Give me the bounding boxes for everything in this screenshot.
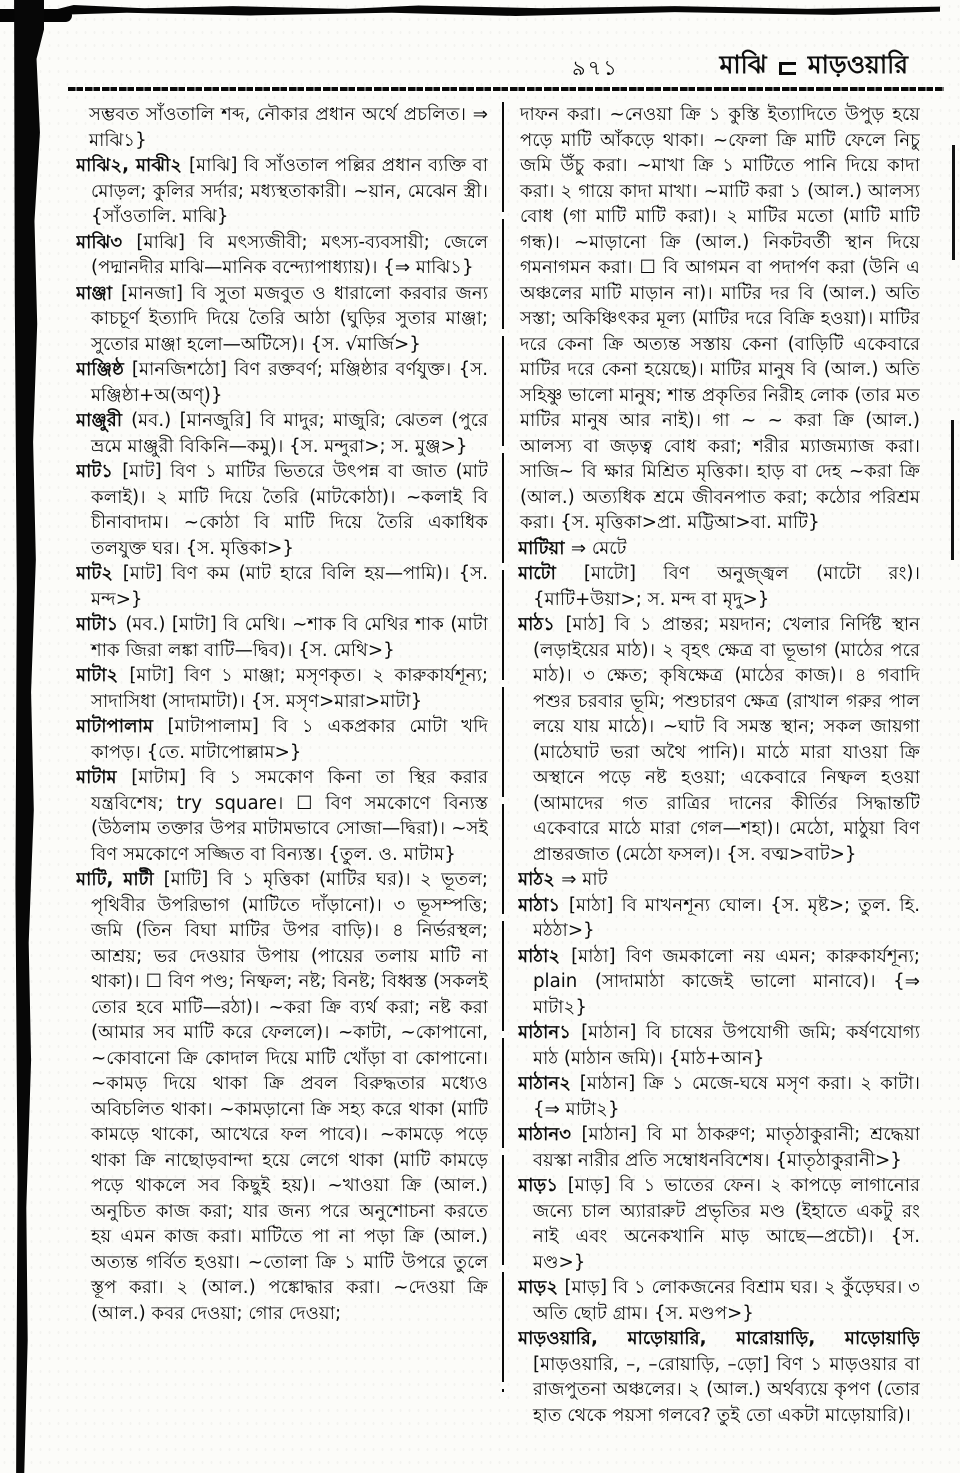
header-rule [68,87,944,91]
dictionary-entry [518,893,920,944]
entry-body-text: ⇒ মেটে [570,537,627,559]
entry-body-text: সম্ভবত সাঁওতালি শব্দ, নৌকার প্রধান অর্থে প্রচলিত। ⇒ মাঝি১} [89,104,488,151]
dictionary-entry [76,408,488,459]
entry-headword: মাড়ওয়ারি, মাড়োয়ারি, মারোয়াড়ি, মাড়োয়াড়ি [518,1328,920,1349]
dictionary-entry [518,102,920,536]
entry-headword: মাঠান৩ [518,1124,582,1145]
entry-headword: মাঠা১ [518,894,569,916]
entry-body-text: [মাড়ওয়ারি, –, –রোয়াড়ি, –ড়ো] বিণ ১ মাড়ওয়ার বা রাজপুতনা অঞ্চলের। ২ (আল.) অর্থব্যয়ে কৃপণ (তোর হাত থেকে পয়সা গলবে? তুই তো একটা মাড়োয়ারি)। [533,1353,920,1426]
entry-body-text: (মব.) [মাটা] বি মেথি। ~শাক বি মেথির শাক (মাটা শাক জিরা লঙ্কা বাটি—দ্বিব)। {স. মেথি>} [91,614,488,661]
entry-headword: মাঠান১ [518,1022,582,1043]
entry-headword: মাটা১ [76,614,126,635]
entry-body-text: [মাড়] বি ১ ভাতের ফেন। ২ কাপড়ে লাগানোর জন্যে চাল অ্যারারুট প্রভৃতির মণ্ড (ইহাতে একটু রং নাই এবং অনেকখানি মাড় আছে—প্রচৌ)। {স. মণ্ড>} [533,1175,920,1273]
entry-body-text: ⇒ মাট [561,869,608,890]
scan-artifact-left-band [10,0,44,1473]
entry-headword: মাটো [518,563,584,584]
dictionary-entry [518,536,920,562]
entry-body-text: [মাঠা] বি মাখনশূন্য ঘোল। {স. মৃষ্ট>; তুল. হি. মঠঠা>} [533,894,920,941]
entry-headword: মাঠা২ [518,945,572,967]
scan-artifact-top-bar [56,5,940,16]
entry-headword: মাড়১ [518,1175,568,1196]
entry-body-text: [মাঠান] বি মা ঠাকরুণ; মাতৃঠাকুরানী; শ্রদ্ধেয়া বয়স্কা নারীর প্রতি সম্বোধনবিশেষ। {মাতৃঠাকুরানী>} [533,1124,920,1171]
scan-artifact-right-mark [951,420,954,560]
dictionary-entry [518,1122,920,1173]
dictionary-entry [76,561,488,612]
entry-body-text: [মাটো] বিণ অনুজ্জ্বল (মাটো রং)। {মাটি+উয়া>; স. মন্দ বা মৃদু>} [533,563,920,610]
column-gap [488,102,518,1454]
dictionary-entry [76,459,488,561]
dictionary-entry [518,1275,920,1326]
entry-headword: মাটাম [76,767,132,788]
dictionary-entry [76,230,488,281]
entry-body-text: [মাঠা] বিণ জমকালো নয় এমন; কারুকার্যশূন্য; plain (সাদামাঠা কাজেই ভালো মানাবে)। {⇒ মাটা২} [533,945,920,1018]
entry-headword: মাঞ্জা [76,282,121,304]
entry-headword: মাঝি৩ [76,231,137,253]
dictionary-entry [76,714,488,765]
entry-body-text: (মব.) [মানজুরি] বি মাদুর; মাজুরি; ঝেতল (পুরে ভ্রমে মাঞ্জুরী বিকিনি—কমু)। {স. মন্দুরা>; স. মুঞ্জ>} [91,410,488,457]
entry-body-text: [মানজা] বি সুতা মজবুত ও ধারালো করবার জন্য কাচচূর্ণ ইত্যাদি দিয়ে তৈরি আঠা (ঘুড়ির সুতার মাঞ্জা; সুতোর মাঞ্জা হলো—অটিসে)। {স. √মার্জি>} [91,282,488,355]
entry-body-text: [মানজিশঠো] বিণ রক্তবর্ণ; মঞ্জিষ্ঠার বর্ণযুক্ত। {স. মঞ্জিষ্ঠা+অ(অণ্)} [91,359,488,406]
dictionary-entry [76,281,488,358]
entry-body-text: [মাঝি] বি মৎস্যজীবী; মৎস্য-ব্যবসায়ী; জেলে (পদ্মানদীর মাঝি—মানিক বন্দ্যোপাধ্যায়)। {⇒ মাঝি১} [91,231,488,278]
dictionary-entry [76,357,488,408]
running-head-last-word: মাড়ওয়ারি [807,50,908,79]
column-right [518,102,920,1454]
entry-headword: মাঠান২ [518,1073,580,1094]
entry-body-text: [মাঠান] ক্রি ১ মেজে-ঘষে মসৃণ করা। ২ কাটা। {⇒ মাটা২} [533,1073,920,1120]
column-divider [502,102,504,1392]
entry-headword: মাটি, মাটী [76,869,164,890]
range-separator-square-icon [779,62,796,75]
dictionary-entry [518,1071,920,1122]
scan-artifact-right-mark [952,145,955,260]
page-body [76,102,920,1454]
entry-body-text: [মাটা] বিণ ১ মাঞ্জা; মসৃণকৃত। ২ কারুকার্যশূন্য; সাদাসিধা (সাদামাটা)। {স. মসৃণ>মারা>মাটা} [91,665,488,712]
entry-body-text: [মাট] বিণ ১ মাটির ভিতরে উৎপন্ন বা জাত (মাট কলাই)। ২ মাটি দিয়ে তৈরি (মাটকোঠা)। ~কলাই বি চীনাবাদাম। ~কোঠা বি মাটি দিয়ে তৈরি একাধিক তলযুক্ত ঘর। {স. মৃত্তিকা>} [91,461,488,559]
entry-body-text: [মাট] বিণ কম (মাট হারে বিলি হয়—পামি)। {স. মন্দ>} [91,563,488,610]
entry-headword: মাট২ [76,563,123,584]
entry-headword: মাঞ্জিষ্ঠ [76,359,132,380]
entry-headword: মাড়২ [518,1277,565,1298]
dictionary-entry [518,867,920,893]
entry-headword: মাটিয়া [518,537,571,559]
entry-headword: মাঠ১ [518,614,566,635]
entry-body-text: [মাঠ] বি ১ প্রান্তর; ময়দান; খেলার নির্দিষ্ট স্থান (লড়াইয়ের মাঠ)। ২ বৃহৎ ক্ষেত্র বা ভূভাগ (মাঠের পরে মাঠ)। ৩ ক্ষেত; কৃষিক্ষেত্র (মাঠের কাজ)। ৪ গবাদি পশুর চরবার ভূমি; পশুচারণ ক্ষেত্র (রাখাল গরুর পাল লয়ে যায় মাঠে)। ~ঘাট বি সমস্ত স্থান; সকল জায়গা (মাঠেঘাট ভরা অথৈ পানি)। মাঠে মারা যাওয়া ক্রি অস্থানে পড়ে নষ্ট হওয়া; একেবারে নিষ্ফল হওয়া (আমাদের গত রাত্রির দানের কীর্তির সিদ্ধান্তটি একেবারে মাঠে মারা গেল—শহা)। মেঠো, মাঠুয়া বিণ প্রান্তরজাত (মেঠো ফসল)। {স. বত্ম>বাট>} [533,614,920,865]
dictionary-entry [518,1173,920,1275]
entry-body-text: [মাটাম] বি ১ সমকোণ কিনা তা স্থির করার যন্ত্রবিশেষ; try square। ☐ বিণ সমকোণে বিন্যস্ত (উঠলাম তক্তার উপর মাটামভাবে সোজা—দ্বিরা)। ~সই বিণ সমকোণে সজ্জিত বা বিন্যস্ত। {তুল. ও. মাটাম} [91,767,488,865]
dictionary-entry [76,663,488,714]
entry-body-text: [মাঝি] বি সাঁওতাল পল্লির প্রধান ব্যক্তি বা মোড়ল; কুলির সর্দার; মধ্যস্থতাকারী। ~য়ান, মেঝেন স্ত্রী। {সাঁওতালি. মাঝি} [91,155,488,227]
entry-headword: মাঞ্জুরী [76,410,132,431]
dictionary-entry [76,867,488,1326]
dictionary-entry [76,102,488,153]
column-left [76,102,488,1454]
entry-headword: মাঠ২ [518,869,562,890]
dictionary-entry [518,1326,920,1428]
running-head-first-word: মাঝি [719,50,767,79]
entry-headword: মাটাপালাম [76,716,168,737]
entry-body-text: [মাটি] বি ১ মৃত্তিকা (মাটির ঘর)। ২ ভূতল; পৃথিবীর উপরিভাগ (মাটিতে দাঁড়ানো)। ৩ ভূসম্পত্তি; জমি (তিন বিঘা মাটির উপর বাড়ি)। ৪ নির্ভরস্থল; আশ্রয়; ভর দেওয়ার উপায় (পায়ের তলায় মাটি না থাকা)। ☐ বিণ পণ্ড; নিষ্ফল; নষ্ট; বিনষ্ট; বিধ্বস্ত (সকলই তোর হবে মাটি—রঠা)। ~করা ক্রি ব্যর্থ করা; নষ্ট করা (আমার সব মাটি করে ফেললে)। ~কাটা, ~কোপানো, ~কোবানো ক্রি কোদাল দিয়ে মাটি খোঁড়া বা কোপানো। ~কামড় দিয়ে থাকা ক্রি প্রবল বিরুদ্ধতার মধ্যেও অবিচলিত থাকা। ~কামড়ানো ক্রি সহ্য করে থাকা (মাটি কামড়ে থাকো, আখেরে ফল পাবে)। ~কামড়ে পড়ে থাকা ক্রি নাছোড়বান্দা হয়ে লেগে থাকা (মাটি কামড়ে পড়ে থাকলে সব কিছুই হয়)। ~খাওয়া ক্রি (আল.) অনুচিত কাজ করা; যার জন্য পরে অনুশোচনা করতে হয় এমন কাজ করা। মাটিতে পা না পড়া ক্রি (আল.) অত্যন্ত গর্বিত হওয়া। ~তোলা ক্রি ১ মাটি উপরে তুলে স্তূপ করা। ২ (আল.) পঙ্কোদ্ধার করা। ~দেওয়া ক্রি (আল.) কবর দেওয়া; গোর দেওয়া; [91,869,488,1324]
dictionary-entry [518,944,920,1021]
dictionary-entry [518,612,920,867]
entry-body-text: দাফন করা। ~নেওয়া ক্রি ১ কুস্তি ইত্যাদিতে উপুড় হয়ে পড়ে মাটি আঁকড়ে থাকা। ~ফেলা ক্রি মাটি ফেলে নিচু জমি উঁচু করা। ~মাখা ক্রি ১ মাটিতে পানি দিয়ে কাদা করা। ২ গায়ে কাদা মাখা। ~মাটি করা ১ (আল.) আলস্য বোধ (গা মাটি মাটি করা)। ২ মাটির মতো (মাটি মাটি গন্ধ)। ~মাড়ানো ক্রি (আল.) নিকটবর্তী স্থান দিয়ে গমনাগমন করা। ☐ বি আগমন বা পদার্পণ করা (উনি এ অঞ্চলের মাটি মাড়ান না)। মাটির দর বি (আল.) অতি সস্তা; অকিঞ্চিৎকর মূল্য (মাটির দরে বিক্রি হওয়া)। মাটির দরে কেনা ক্রি অত্যন্ত সস্তায় কেনা (বাড়িটি একেবারে মাটির দরে কেনা হয়েছে)। মাটির মানুষ বি (আল.) অতি সহিষ্ণু ভালো মানুষ; শান্ত প্রকৃতির নিরীহ লোক (তার মত মাটির মানুষ আর নাই)। গা ~ ~ করা ক্রি (আল.) আলস্য বা জড়ত্ব বোধ করা; শরীর ম্যাজম্যাজ করা। সাজি~ বি ক্ষার মিশ্রিত মৃত্তিকা। হাড় বা দেহ ~করা ক্রি (আল.) অত্যধিক শ্রমে জীবনপাত করা; কঠোর পরিশ্রম করা। {স. মৃত্তিকা>প্রা. মট্টিআ>বা. মাটি} [520,104,920,533]
entry-body-text: [মাড়] বি ১ লোকজনের বিশ্রাম ঘর। ২ কুঁড়েঘর। ৩ অতি ছোট গ্রাম। {স. মণ্ডপ>} [533,1277,920,1324]
dictionary-entry [76,153,488,230]
dictionary-entry [76,612,488,663]
entry-body-text: [মাটাপালাম] বি ১ একপ্রকার মোটা খদি কাপড়। {তে. মাটাপোল্লাম>} [91,716,488,763]
dictionary-entry [518,1020,920,1071]
entry-headword: মাটা২ [76,665,130,686]
entry-body-text: [মাঠান] বি চাষের উপযোগী জমি; কর্ষণযোগ্য মাঠ (মাঠান জমি)। {মাঠ+আন} [533,1022,920,1069]
entry-headword: মাট১ [76,461,123,482]
running-head [720,45,908,88]
entry-headword: মাঝি২, মাঝী২ [76,155,189,176]
dictionary-entry [76,765,488,867]
dictionary-entry [518,561,920,612]
page-number: ৯৭১ [572,56,619,80]
